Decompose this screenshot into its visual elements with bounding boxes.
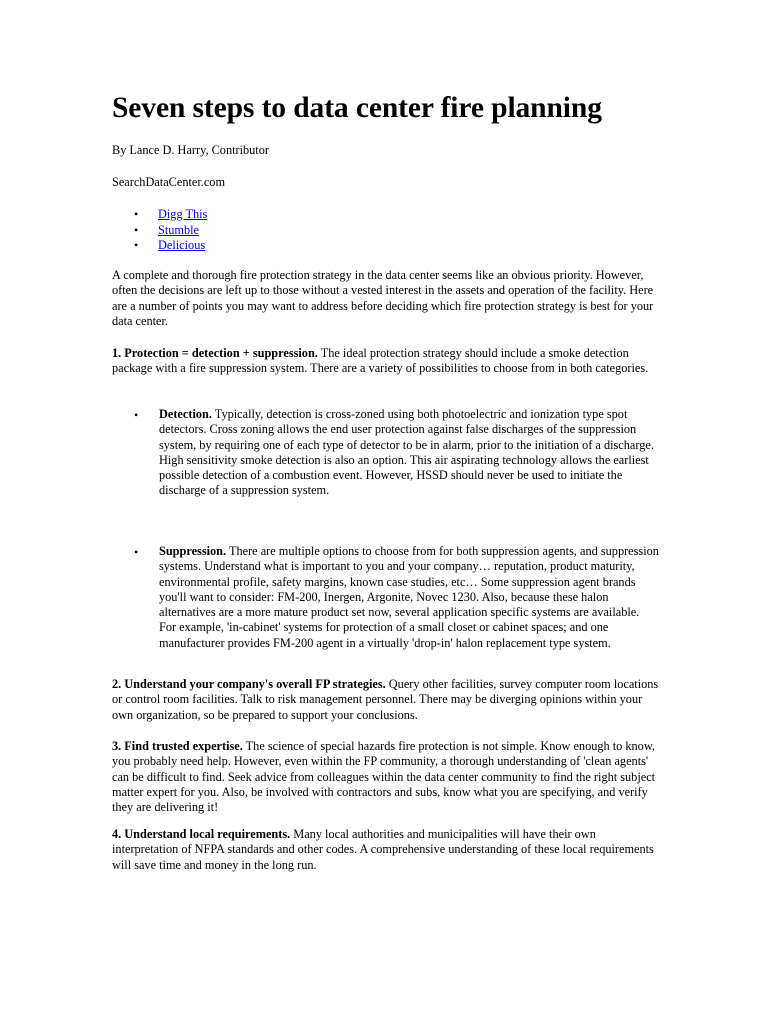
- step-4-heading: 4. Understand local requirements.: [112, 827, 291, 841]
- detection-text: Typically, detection is cross-zoned using both photoelectric and ionization type spot detectors. Cross zoning allows the end user protection against false discharges of the suppression system, by requiring one of each type of detector to be in alarm, prior to the initiation of a discharge. High sensitivity smoke detection is also an option. This air aspirating technology allows the earliest possible detection of a combustion event. However, HSSD should never be used to initiate the discharge of a suppression system.: [159, 407, 654, 498]
- stumble-link[interactable]: Stumble: [158, 222, 199, 237]
- step-4-paragraph: [112, 827, 660, 873]
- source-site: SearchDataCenter.com: [112, 175, 226, 189]
- digg-this-link[interactable]: Digg This: [158, 207, 208, 221]
- bullet-dot: •: [134, 408, 139, 422]
- step-3-heading: 3. Find trusted expertise.: [112, 739, 243, 753]
- intro-paragraph: A complete and thorough fire protection strategy in the data center seems like an obvious priority. However, often the decisions are left up to those without a vested interest in the assets and operation of the facility. Here are a number of points you may want to address before deciding which fire protection strategy is best for your data center.: [112, 268, 654, 328]
- detection-heading: Detection.: [159, 407, 212, 421]
- step-1-paragraph: [112, 346, 660, 377]
- step-3-paragraph: [112, 739, 660, 815]
- suppression-text: There are multiple options to choose from for both suppression agents, and suppression systems. Understand what is important to you and your company… reputation, product maturity, environmental profile, safety margins, known case studies, etc… Some suppression agent brands you'll want to consider: FM-200, Inergen, Argonite, Novec 1230. Also, because these halon alternatives are a more mature product set now, several application specific systems are available. For example, 'in-cabinet' systems for protection of a small closet or cabinet spaces; and one manufacturer provides FM-200 agent in a virtually 'drop-in' halon replacement type system.: [159, 544, 659, 650]
- share-links-list: [112, 207, 207, 254]
- bullet-dot: •: [134, 545, 139, 559]
- step-2-heading: 2. Understand your company's overall FP strategies.: [112, 677, 386, 691]
- suppression-heading: Suppression.: [159, 544, 227, 558]
- suppression-bullet: [159, 544, 659, 651]
- share-link-item: [112, 223, 207, 239]
- step-1-text: The ideal protection strategy should include a smoke detection package with a fire suppression system. There are a variety of possibilities to choose from in both categories.: [112, 346, 649, 376]
- share-link-item: [112, 207, 207, 223]
- share-link-item: [112, 238, 207, 254]
- step-2-paragraph: [112, 677, 660, 723]
- detection-bullet: [159, 407, 659, 499]
- delicious-link[interactable]: Delicious: [158, 238, 206, 252]
- article-title: Seven steps to data center fire planning: [112, 92, 602, 124]
- step-4-text: Many local authorities and municipalities will have their own interpretation of NFPA standards and other codes. A comprehensive understanding of these local requirements will save time and money in the long run.: [112, 827, 654, 872]
- step-1-heading: 1. Protection = detection + suppression.: [112, 346, 318, 360]
- step-3-text: The science of special hazards fire protection is not simple. Know enough to know, you probably need help. However, even within the FP community, a thorough understanding of 'clean agents' can be difficult to find. Seek advice from colleagues within the data center community to find the right subject matter expert for you. Also, be involved with contractors and subs, know what you are specifying, and verify they are delivering it!: [112, 739, 656, 815]
- byline: By Lance D. Harry, Contributor: [112, 143, 269, 157]
- step-2-text: Query other facilities, survey computer room locations or control room facilities. Talk to risk management personnel. There may be diverging opinions within your own organization, so be prepared to support your conclusions.: [112, 677, 659, 722]
